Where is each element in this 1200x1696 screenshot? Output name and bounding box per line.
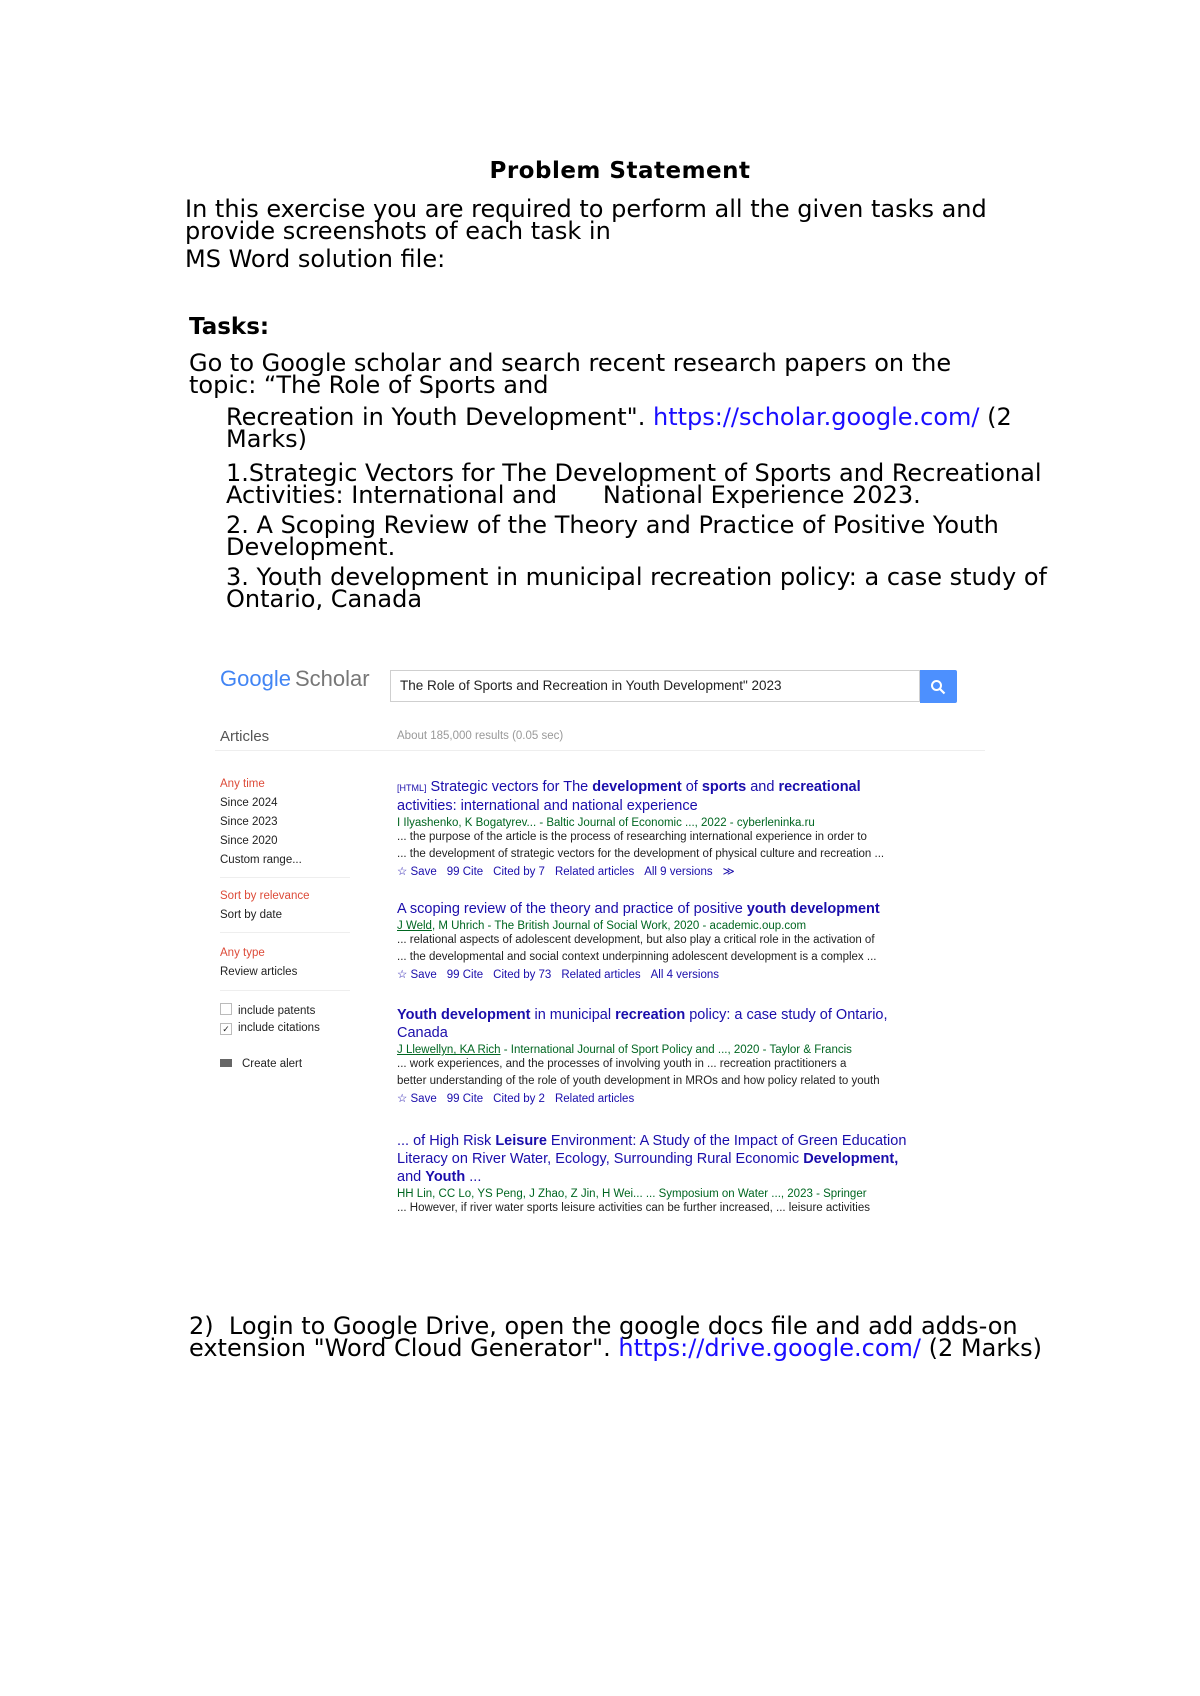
paper-item bbox=[226, 459, 1086, 509]
checkbox-checked[interactable]: ✓ bbox=[220, 1023, 232, 1035]
result-snippet: ... work experiences, and the processes of involving youth in ... recreation practitioners a bbox=[397, 1058, 847, 1070]
search-result bbox=[397, 778, 982, 878]
divider bbox=[220, 877, 350, 878]
task2-line: 2) Login to Google Drive, open the google docs file and add adds-on bbox=[189, 1312, 1018, 1340]
result-snippet: ... the purpose of the article is the process of researching international experience in order to bbox=[397, 831, 867, 843]
create-alert-link[interactable] bbox=[220, 1058, 302, 1070]
tasks-heading: Tasks: bbox=[189, 314, 270, 340]
title-part: A scoping review of the theory and practice of positive bbox=[397, 901, 747, 917]
title-part: recreation bbox=[615, 1007, 686, 1023]
include-patents-label: include patents bbox=[238, 1005, 316, 1017]
divider bbox=[220, 990, 350, 991]
task2-paragraph bbox=[189, 1312, 1089, 1362]
task2-line: extension "Word Cloud Generator". bbox=[189, 1334, 611, 1362]
result-snippet: ... the development of strategic vectors for the development of physical culture and recreation ... bbox=[397, 848, 885, 860]
save-link[interactable]: ☆ Save bbox=[397, 866, 437, 878]
author-text: , M Uhrich - The British Journal of Social Work, 2020 - academic.oup.com bbox=[431, 920, 807, 932]
result-title[interactable] bbox=[397, 900, 982, 918]
create-alert-label: Create alert bbox=[242, 1058, 303, 1070]
task1-line: Recreation in Youth Development". bbox=[226, 403, 646, 431]
search-input[interactable]: The Role of Sports and Recreation in Youth Development" 2023 bbox=[390, 670, 920, 702]
search-button[interactable] bbox=[920, 670, 957, 703]
author-link[interactable]: J Weld bbox=[397, 920, 432, 932]
title-part: Youth bbox=[425, 1169, 466, 1185]
task1-line: Go to Google scholar and search recent research papers on the bbox=[189, 349, 952, 377]
title-part: ... of High Risk bbox=[397, 1133, 496, 1149]
title-part: Leisure bbox=[495, 1133, 547, 1149]
title-part: Literacy on River Water, Ecology, Surrounding Rural Economic bbox=[397, 1151, 804, 1167]
envelope-icon bbox=[220, 1059, 232, 1067]
paper-line: 3. Youth development in municipal recreation policy: a case study of bbox=[226, 563, 1047, 591]
cited-by-link[interactable]: Cited by 73 bbox=[493, 969, 552, 981]
google-scholar-logo bbox=[220, 666, 370, 692]
result-links bbox=[397, 864, 982, 878]
task1-line: topic: “The Role of Sports and bbox=[189, 371, 549, 399]
paper-line: Activities: International and National Experience 2023. bbox=[226, 481, 921, 509]
drive-link[interactable]: https://drive.google.com/ bbox=[618, 1334, 921, 1362]
include-patents-option[interactable] bbox=[220, 1003, 315, 1017]
title-part: Environment: A Study of the Impact of Green Education bbox=[546, 1133, 907, 1149]
search-result bbox=[397, 1132, 982, 1217]
result-title[interactable] bbox=[397, 1132, 982, 1186]
paper-line: Development. bbox=[226, 533, 396, 561]
title-part: Strategic vectors for The bbox=[430, 779, 593, 795]
cite-link[interactable]: 99 Cite bbox=[446, 1093, 484, 1105]
versions-link[interactable]: All 9 versions bbox=[644, 866, 713, 878]
result-authors: HH Lin, CC Lo, YS Peng, J Zhao, Z Jin, H Wei... ... Symposium on Water ..., 2023 - Springer bbox=[397, 1188, 867, 1200]
logo-google: Google bbox=[220, 666, 291, 691]
intro-line: provide screenshots of each task in bbox=[185, 217, 611, 245]
title-part: and bbox=[746, 779, 779, 795]
marks-label: (2 bbox=[987, 403, 1012, 431]
result-authors: I Ilyashenko, K Bogatyrev... - Baltic Journal of Economic ..., 2022 - cyberleninka.ru bbox=[397, 817, 815, 829]
filter-since-2023[interactable]: Since 2023 bbox=[220, 816, 278, 828]
page-title: Problem Statement bbox=[489, 158, 751, 184]
paper-line: 1.Strategic Vectors for The Development of Sports and Recreational bbox=[226, 459, 1042, 487]
paper-item bbox=[226, 563, 1086, 613]
title-part: ... bbox=[465, 1169, 482, 1185]
title-part: development bbox=[592, 779, 682, 795]
search-result bbox=[397, 1006, 982, 1105]
include-citations-label: include citations bbox=[238, 1022, 320, 1034]
filter-review-articles[interactable]: Review articles bbox=[220, 966, 298, 978]
filter-any-type[interactable]: Any type bbox=[220, 947, 265, 959]
intro-paragraph bbox=[185, 195, 1065, 273]
title-part: recreational bbox=[778, 779, 861, 795]
search-icon bbox=[930, 679, 946, 695]
cite-link[interactable]: 99 Cite bbox=[446, 969, 484, 981]
result-links bbox=[397, 967, 982, 981]
result-title[interactable] bbox=[397, 778, 982, 815]
divider bbox=[220, 932, 350, 933]
result-links bbox=[397, 1091, 982, 1105]
title-part: youth development bbox=[746, 901, 880, 917]
marks-label: Marks) bbox=[226, 425, 308, 453]
filter-since-2020[interactable]: Since 2020 bbox=[220, 835, 278, 847]
more-link[interactable]: ≫ bbox=[722, 866, 735, 878]
title-part: activities: international and national experience bbox=[397, 798, 698, 814]
title-part: policy: a case study of Ontario, bbox=[685, 1007, 888, 1023]
paper-line: Ontario, Canada bbox=[226, 585, 423, 613]
title-part: sports bbox=[701, 779, 747, 795]
result-snippet: ... the developmental and social context underpinning adolescent development is a complex ... bbox=[397, 951, 877, 963]
result-authors bbox=[397, 920, 982, 932]
title-part: and bbox=[397, 1169, 426, 1185]
results-stats: About 185,000 results (0.05 sec) bbox=[397, 730, 564, 742]
versions-link[interactable]: All 4 versions bbox=[650, 969, 719, 981]
author-text: - International Journal of Sport Policy and ..., 2020 - Taylor & Francis bbox=[500, 1044, 852, 1056]
cited-by-link[interactable]: Cited by 2 bbox=[493, 1093, 545, 1105]
filter-any-time[interactable]: Any time bbox=[220, 778, 265, 790]
intro-line: In this exercise you are required to perform all the given tasks and bbox=[185, 195, 987, 223]
articles-label: Articles bbox=[220, 728, 270, 745]
result-title[interactable] bbox=[397, 1006, 982, 1042]
save-link[interactable]: ☆ Save bbox=[397, 969, 437, 981]
cite-link[interactable]: 99 Cite bbox=[446, 866, 484, 878]
title-part: Youth development bbox=[397, 1007, 531, 1023]
sort-date[interactable]: Sort by date bbox=[220, 909, 283, 921]
related-link[interactable]: Related articles bbox=[554, 866, 635, 878]
cited-by-link[interactable]: Cited by 7 bbox=[493, 866, 545, 878]
title-part: in municipal bbox=[530, 1007, 616, 1023]
author-link[interactable]: J Llewellyn, KA Rich bbox=[397, 1044, 501, 1056]
paper-line: 2. A Scoping Review of the Theory and Practice of Positive Youth bbox=[226, 511, 999, 539]
filter-custom-range[interactable]: Custom range... bbox=[220, 854, 302, 866]
marks-label: (2 Marks) bbox=[928, 1334, 1042, 1362]
result-snippet: ... relational aspects of adolescent development, but also play a critical role in the activation of bbox=[397, 934, 875, 946]
result-authors bbox=[397, 1044, 982, 1056]
related-link[interactable]: Related articles bbox=[554, 1093, 635, 1105]
filter-since-2024[interactable]: Since 2024 bbox=[220, 797, 278, 809]
title-part: Development, bbox=[803, 1151, 899, 1167]
logo-scholar: Scholar bbox=[294, 666, 370, 691]
result-snippet: ... However, if river water sports leisure activities can be further increased, ... leisure activities bbox=[397, 1202, 870, 1214]
html-tag: [HTML] bbox=[397, 783, 427, 793]
save-link[interactable]: ☆ Save bbox=[397, 1093, 437, 1105]
divider bbox=[215, 750, 985, 751]
sort-relevance[interactable]: Sort by relevance bbox=[220, 890, 310, 902]
scholar-screenshot bbox=[215, 660, 985, 1260]
title-part: of bbox=[681, 779, 702, 795]
intro-line: MS Word solution file: bbox=[185, 245, 446, 273]
checkbox[interactable] bbox=[220, 1003, 232, 1015]
search-result bbox=[397, 900, 982, 981]
task1-paragraph bbox=[189, 349, 1069, 399]
task1-link-line bbox=[226, 403, 1086, 453]
related-link[interactable]: Related articles bbox=[561, 969, 641, 981]
include-citations-option[interactable] bbox=[220, 1022, 320, 1035]
result-snippet: better understanding of the role of youth development in MROs and how policy related to youth bbox=[397, 1075, 880, 1087]
paper-item bbox=[226, 511, 1086, 561]
title-part: Canada bbox=[397, 1025, 448, 1041]
scholar-link[interactable]: https://scholar.google.com/ bbox=[652, 403, 980, 431]
